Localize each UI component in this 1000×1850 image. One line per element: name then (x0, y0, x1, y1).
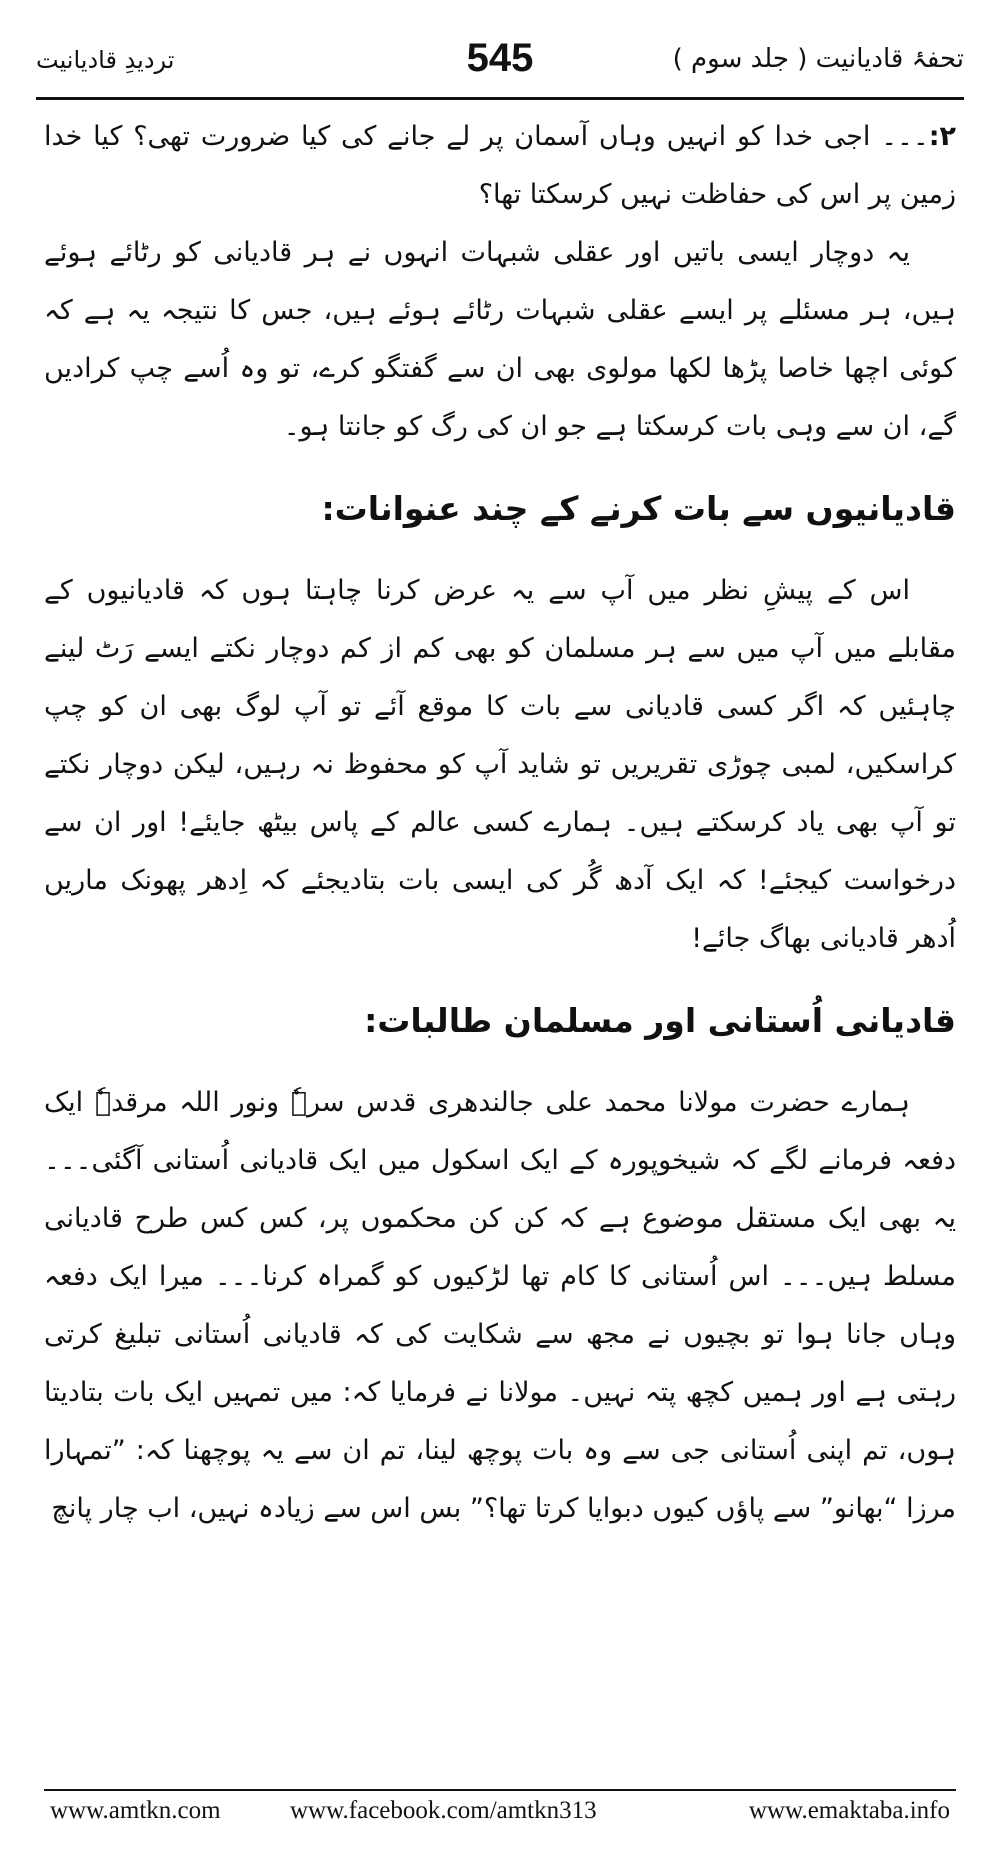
page-body (44, 108, 956, 1538)
footer-link-emaktaba[interactable]: www.emaktaba.info (748, 1797, 950, 1824)
page-footer (50, 1797, 950, 1831)
page-header (36, 38, 964, 82)
section-heading-teacher: قادیانی اُستانی اور مسلمان طالبات: (364, 1001, 956, 1040)
paragraph-anecdote: ہمارے حضرت مولانا محمد علی جالندھری قدس سرہٗ ونور اللہ مرقدہٗ ایک دفعہ فرمانے لگے کہ شیخوپورہ کے ایک اسکول میں ایک قادیانی اُستانی آگئی۔۔۔ یہ بھی ایک مستقل موضوع ہے کہ کن کن محکموں پر، کس کس طرح قادیانی مسلط ہیں۔۔۔ اس اُستانی کا کام تھا لڑکیوں کو گمراہ کرنا۔۔۔ میرا ایک دفعہ وہاں جانا ہوا تو بچیوں نے مجھ سے شکایت کی کہ قادیانی اُستانی تبلیغ کرتی رہتی ہے اور ہمیں کچھ پتہ نہیں۔ مولانا نے فرمایا کہ: میں تمہیں ایک بات بتادیتا ہوں، تم اپنی اُستانی جی سے وہ بات پوچھ لینا، تم ان سے یہ پوچھنا کہ: ”تمہارا مرزا “بھانو” سے پاؤں کیوں دبوایا کرتا تھا؟” بس اس سے زیادہ نہیں، اب چار پانچ (44, 1087, 956, 1524)
section-heading-topics: قادیانیوں سے بات کرنے کے چند عنوانات: (321, 489, 956, 528)
paragraph-objection (44, 108, 956, 224)
footer-link-amtkn[interactable]: www.amtkn.com (50, 1797, 221, 1824)
point-number: ۲: (928, 121, 956, 152)
paragraph-objection-text: ۔۔۔ اجی خدا کو انہیں وہاں آسمان پر لے جانے کی کیا ضرورت تھی؟ کیا خدا زمین پر اس کی حفاظت نہیں کرسکتا تھا؟ (44, 121, 956, 210)
footer-link-facebook[interactable]: www.facebook.com/amtkn313 (290, 1797, 597, 1824)
footer-divider (44, 1789, 956, 1791)
paragraph-doubts: یہ دوچار ایسی باتیں اور عقلی شبہات انہوں نے ہر قادیانی کو رٹائے ہوئے ہیں، ہر مسئلے پر ایسے عقلی شبہات رٹائے ہوئے ہیں، جس کا نتیجہ یہ ہے کہ کوئی اچھا خاصا پڑھا لکھا مولوی بھی ان سے گفتگو کرے، تو وہ اُسے چپ کرادیں گے، ان سے وہی بات کرسکتا ہے جو ان کی رگ کو جانتا ہو۔ (44, 237, 956, 442)
header-divider (36, 97, 964, 100)
paragraph-advice: اس کے پیشِ نظر میں آپ سے یہ عرض کرنا چاہتا ہوں کہ قادیانیوں کے مقابلے میں آپ میں سے ہر مسلمان کو بھی کم از کم دوچار نکتے ایسے رَٹ لینے چاہئیں کہ اگر کسی قادیانی سے بات کا موقع آئے تو آپ لوگ بھی ان کو چپ کراسکیں، لمبی چوڑی تقریریں تو شاید آپ کو محفوظ نہ رہیں، لیکن دوچار نکتے تو آپ بھی یاد کرسکتے ہیں۔ ہمارے کسی عالم کے پاس بیٹھ جایئے! اور ان سے درخواست کیجئے! کہ ایک آدھ گُر کی ایسی بات بتادیجئے کہ اِدھر پھونک ماریں اُدھر قادیانی بھاگ جائے! (44, 575, 956, 954)
page-number: 545 (466, 36, 534, 80)
book-title: تحفۂ قادیانیت ( جلد سوم ) (672, 44, 964, 74)
section-title: تردیدِ قادیانیت (36, 46, 175, 74)
